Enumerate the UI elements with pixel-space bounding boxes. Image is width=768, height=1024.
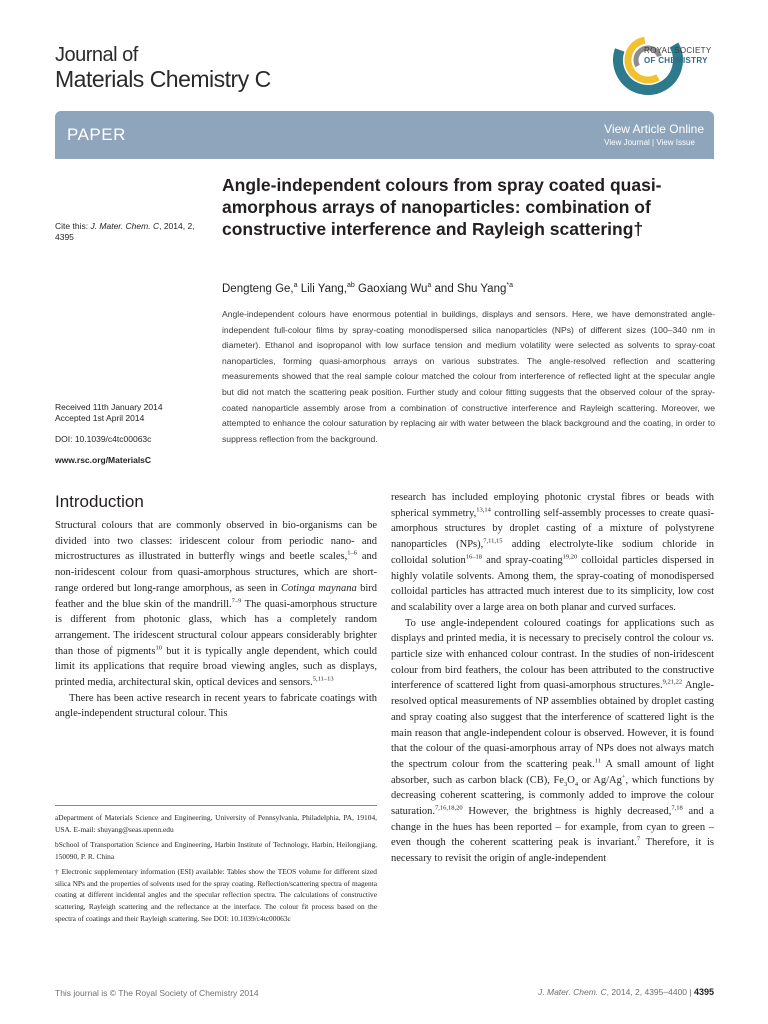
cite-rest: , 2014, 2, 4395 [55,221,195,242]
view-links [604,122,704,147]
journal-url[interactable]: www.rsc.org/MaterialsC [55,455,152,465]
cite-prefix: Cite this: [55,221,91,231]
page-number: 4395 [693,987,714,997]
footer-journal: J. Mater. Chem. C [538,987,607,997]
affiliation-mark: a [293,282,298,289]
article-type-banner [55,111,714,159]
footnote-esi: † Electronic supplementary information (ESI) available: Tables show the TEOS volume for different sized silica NPs and the properties of solvents used for the spray coating. Reflection/scattering spectra of magenta coating at different incidental angles and the specular reflection spectra. The calculations of constructive scattering, Rayleigh scattering and the reflectance at the interface. The colour fit process based on the spectra of coatings and their Rayleigh scattering. See DOI: 10.1039/c4tc00063c [55,866,377,924]
citation: 7,16,18,20 [435,804,463,812]
cite-this [55,221,215,243]
link-separator: | [649,138,657,147]
citation: 7,18 [671,804,683,812]
footnote-affiliation-a: aDepartment of Materials Science and Engineering, University of Pennsylvania, Philadelphia, PA, 19104, USA. E-mail: shuyang@seas.upenn.edu [55,813,377,834]
copyright-footer: This journal is © The Royal Society of Chemistry 2014 [55,988,259,998]
footnotes [55,812,377,928]
accepted-date: Accepted 1st April 2014 [55,413,145,423]
citation: 11 [594,757,602,765]
view-article-online-link[interactable]: View Article Online [604,122,704,136]
author-name: Gaoxiang Wu [354,282,428,295]
doi: DOI: 10.1039/c4tc00063c [55,434,152,444]
view-journal-link[interactable]: View Journal [604,138,650,147]
citation: 7,11,15 [483,537,503,545]
section-heading: Introduction [55,492,144,511]
citation: 19,20 [562,553,578,561]
abstract: Angle-independent colours have enormous potential in buildings, displays and sensors. Here, we have demonstrated angle-independent full-colour films by spray-coating monodispersed silica nanoparticles (NPs) of different sizes (100–340 nm in diameter). Ethanol and isopropanol with low surface tension and medium volatility were selected as solvents to spray-coat nanoparticles, forming quasi-amorphous arrays on various substrates. The angle-resolved reflection and scattering measurements showed that the real sample colour matched the colour from interference of reflected light at the specular angle but did not match the scattering peak position. Further study and colour fitting suggests that the observed colour of the spray-coated nanoparticle assembly arose from a combination of constructive interference and Rayleigh scattering. Moreover, we attempted to enhance the colour saturation by replacing air with water between the black background and the coating, in order to suppress reflection from the background. [222,309,715,444]
citation: 7 [636,835,641,843]
author-name: Lili Yang, [297,282,347,295]
article-type-label: PAPER [67,125,126,144]
paragraph: research has included employing photonic crystal fibres or beads with spherical symmetry,$^{13,14}$ controlling self-assembly processes to create quasi-amorphous structures by droplet casting of a mixture of polystyrene nanoparticles (NPs),$^{7,11,15}$ adding electrolyte-like sodium chloride in colloidal solution$^{16-18}$ and spray-coating$^{19,20}$ colloidal particles dispersed in highly volatile solvents. Among them, the spray-coating of monodispersed colloidal particles has attracted much interest due to its simplicity, low cost and scalability over a large area on both planar and curved surfaces. [391,492,714,613]
paragraph: Structural colours that are commonly observed in bio-organisms can be divided into two classes: iridescent colour from periodic nano- and microstructures as illustrated in butterfly wings and beetle scales,$^{1-6}$ and non-iridescent colour from quasi-amorphous structures, which are short-range ordered but long-range amorphous, as seen in Cotinga maynana bird feather and the blue skin of the mandrill.$^{7-9}$ The quasi-amorphous structure is different from photonic glass, which has a completely random arrangement. The iridescent structural colour appears considerably brighter than those of pigments$^{10}$ but it is typically angle dependent, which could limit its applications that require broad viewing angles, such as displays, printed media, architectural skin, optical devices and sensors.$^{5,11-13}$ [55,520,377,689]
publisher-line1: ROYAL SOCIETY [644,46,712,55]
body-column-right [391,490,714,867]
journal-title-line1: Journal of [55,44,138,66]
affiliation-mark: *a [506,282,513,289]
citation: 9,21,22 [662,678,683,686]
citation: 10 [155,644,162,652]
affiliation-mark: a [427,282,432,289]
dates [55,402,215,424]
citation: 16–18 [465,553,482,561]
citation: 1–6 [347,549,357,557]
author-name: and Shu Yang [431,282,507,295]
affiliation-mark: ab [346,282,355,289]
paragraph: There has been active research in recent years to fabricate coatings with angle-independent structural colour. This [55,692,377,720]
author-name: Dengteng Ge, [222,282,294,295]
paragraph: To use angle-independent coloured coatings for applications such as displays and printed media, it is necessary to precisely control the colour vs. particle size with enhanced colour contrast. In the studies of non-iridescent colour from bird feathers, the colour has been attributed to the constructive interference of scattered light from quasi-amorphous structures.$^{9,21,22}$ Angle-resolved optical measurements of NP assemblies obtained by droplet casting and spray coating also suggest that the interference of scattered light is the main reason that angle-independent colour is observed. However, it is found that the colour of the quasi-amorphous array of NPs does not always match the spectrum colour from the scattering peak.$^{11}$ A small amount of light absorber, such as carbon black (CB), $Fe_3O_4$ or Ag/Ag+, which functions by decreasing coherent scattering, is commonly added to improve the colour saturation.$^{7,16,18,20}$ However, the brightness is highly decreased,$^{7,18}$ and a change in the hues has been reported – for example, from cyan to green – even though the coherent scattering peak is invariant.$^7$ Therefore, it is necessary to revisit the origin of angle-independent [391,617,714,865]
citation: 7–9 [231,597,242,605]
received-date: Received 11th January 2014 [55,402,163,412]
article-title: Angle-independent colours from spray coated quasi-amorphous arrays of nanoparticles: combination of constructive interference and Rayleigh scattering† [222,175,662,239]
view-issue-link[interactable]: View Issue [656,138,695,147]
journal-title [55,44,271,92]
page-footer [538,987,714,997]
citation: 13,14 [476,506,491,514]
footnote-divider [55,805,377,806]
footnote-affiliation-b: bSchool of Transportation Science and Engineering, Harbin Institute of Technology, Harbin, Heilongjiang, 150090, P. R. China [55,839,377,861]
journal-title-line2: Materials Chemistry C [55,66,271,92]
authors [222,282,722,295]
citation: 5,11–13 [312,675,334,683]
publisher-line2: OF CHEMISTRY [644,56,708,65]
body-column-left [55,518,377,722]
publisher-name [644,46,711,66]
footer-ref: , 2014, 2, 4395–4400 | [606,987,694,997]
cite-journal: J. Mater. Chem. C [90,221,160,231]
